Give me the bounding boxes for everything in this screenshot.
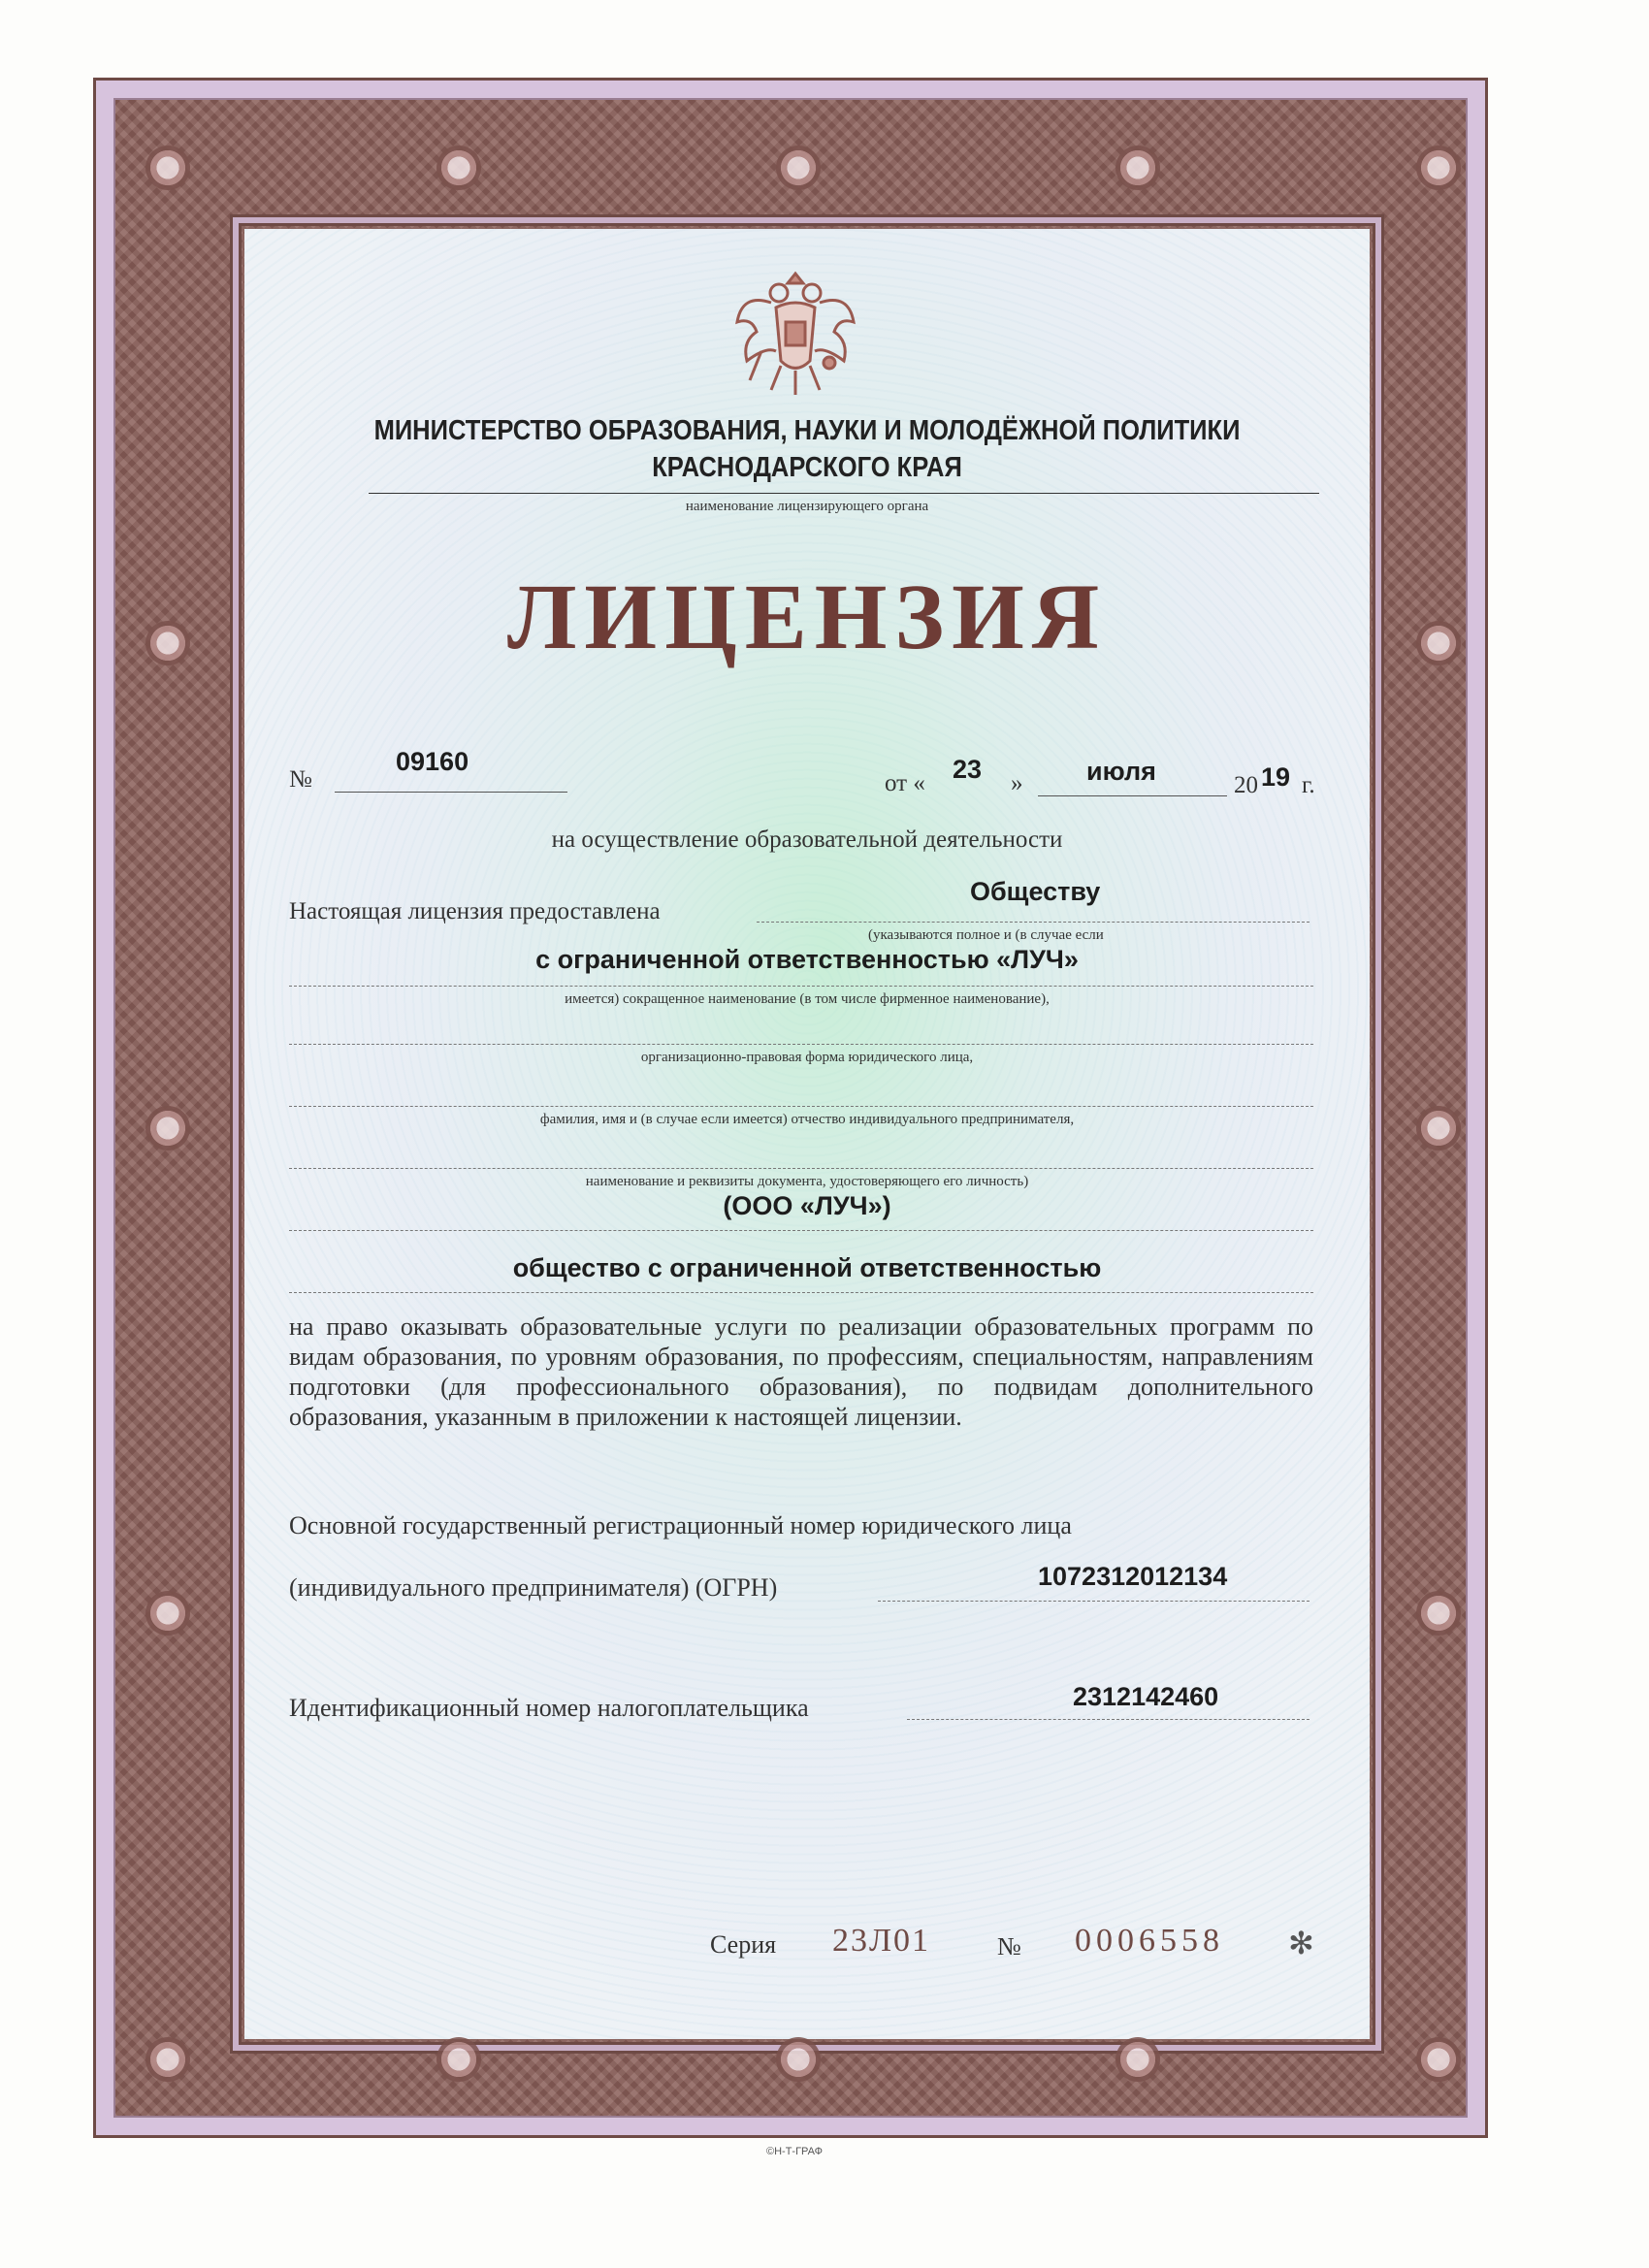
granted-line-1	[757, 922, 1310, 923]
license-year-suffix: 19	[1261, 762, 1291, 792]
series-mark-icon: ✻	[1288, 1926, 1314, 1960]
date-quote-close: »	[1011, 770, 1023, 796]
granted-line-3	[289, 1044, 1313, 1045]
document-title: ЛИЦЕНЗИЯ	[506, 565, 1108, 668]
authority-name-line-1: МИНИСТЕРСТВО ОБРАЗОВАНИЯ, НАУКИ И МОЛОДЁЖНОЙ ПОЛИТИКИ	[373, 415, 1241, 446]
ogrn-value: 1072312012134	[1038, 1562, 1228, 1591]
license-purpose: на осуществление образовательной деятельности	[551, 826, 1063, 853]
inn-label: Идентификационный номер налогоплательщика	[289, 1694, 809, 1722]
number-label: №	[289, 766, 312, 793]
granted-caption-5: наименование и реквизиты документа, удостоверяющего его личность)	[585, 1174, 1029, 1189]
coat-of-arms-icon	[732, 254, 858, 409]
month-underline	[1038, 795, 1227, 796]
authority-caption: наименование лицензирующего органа	[685, 499, 929, 514]
granted-value-1: Обществу	[970, 877, 1101, 906]
license-number: 09160	[396, 747, 469, 776]
number-underline	[335, 792, 567, 793]
granted-caption-3: организационно-правовая форма юридического лица,	[640, 1050, 974, 1065]
granted-line-5	[289, 1168, 1313, 1169]
license-day: 23	[953, 755, 983, 784]
series-value: 23Л01	[832, 1923, 931, 1959]
date-from-label: от «	[885, 770, 925, 796]
series-label: Серия	[710, 1930, 777, 1959]
series-number: 0006558	[1075, 1923, 1224, 1959]
granted-value-4: общество с ограниченной ответственностью	[512, 1253, 1102, 1282]
printer-mark: ©Н-Т-ГРАФ	[766, 2146, 823, 2157]
granted-caption-2: имеется) сокращенное наименование (в том числе фирменное наименование),	[565, 991, 1050, 1007]
granted-caption-1: (указываются полное и (в случае если	[868, 927, 1104, 943]
ogrn-label-1: Основной государственный регистрационный номер юридического лица	[289, 1511, 1072, 1539]
granted-line-6	[289, 1230, 1313, 1231]
license-rights-paragraph: на право оказывать образовательные услуги по реализации образовательных программ по видам образования, по уровням образования, по профессиям, специальностям, направлениям подготовки (для профессионального образования), по подвидам дополнительного образования, указанным в приложении к настоящей лицензии.	[289, 1312, 1313, 1431]
year-prefix: 20	[1234, 772, 1258, 798]
authority-underline	[369, 493, 1319, 494]
series-number-label: №	[997, 1932, 1021, 1960]
granted-value-2: с ограниченной ответственностью «ЛУЧ»	[535, 945, 1079, 974]
granted-line-4	[289, 1106, 1313, 1107]
year-unit: г.	[1302, 772, 1315, 798]
license-month: июля	[1086, 757, 1156, 786]
ogrn-line	[878, 1601, 1310, 1602]
inn-value: 2312142460	[1073, 1682, 1219, 1711]
granted-label: Настоящая лицензия предоставлена	[289, 898, 661, 924]
granted-line-2	[289, 986, 1313, 987]
authority-name-line-2: КРАСНОДАРСКОГО КРАЯ	[652, 452, 962, 483]
granted-value-3: (ООО «ЛУЧ»)	[723, 1191, 891, 1220]
granted-caption-4: фамилия, имя и (в случае если имеется) отчество индивидуального предпринимателя,	[539, 1112, 1075, 1127]
ogrn-label-2: (индивидуального предпринимателя) (ОГРН)	[289, 1573, 778, 1602]
granted-line-7	[289, 1292, 1313, 1293]
inn-line	[907, 1719, 1310, 1720]
